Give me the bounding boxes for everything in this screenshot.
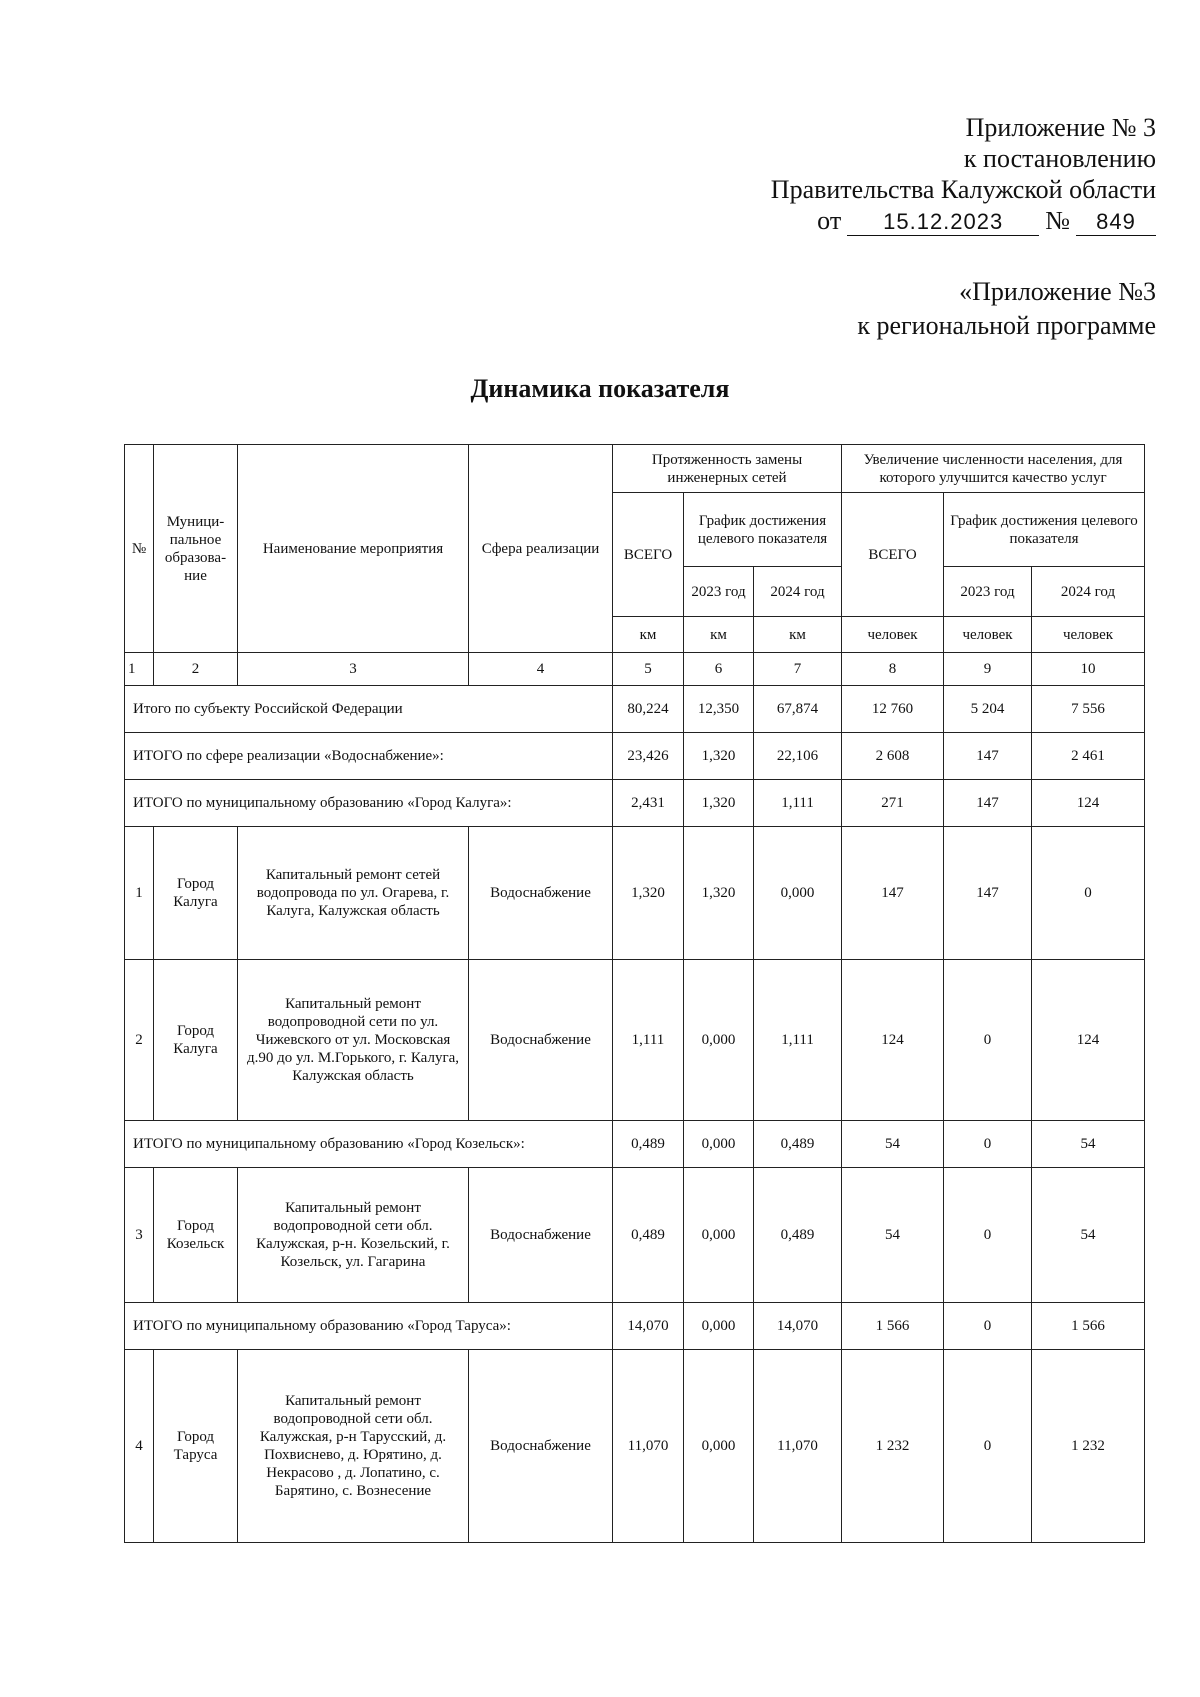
document-header bbox=[771, 112, 1156, 236]
value-cell: 147 bbox=[944, 827, 1032, 960]
row-number: 3 bbox=[125, 1168, 154, 1303]
total-kozelsk-row bbox=[125, 1121, 1145, 1168]
header-length-schedule: График достижения целевого показателя bbox=[684, 493, 842, 567]
header-num: № bbox=[125, 445, 154, 653]
value-cell: 0 bbox=[944, 1303, 1032, 1350]
value-cell: 11,070 bbox=[754, 1350, 842, 1543]
header-length-total: ВСЕГО bbox=[613, 493, 684, 617]
unit-cell: человек bbox=[1032, 617, 1145, 653]
decree-date: 15.12.2023 bbox=[847, 209, 1039, 236]
value-cell: 271 bbox=[842, 780, 944, 827]
value-cell: 1 232 bbox=[1032, 1350, 1145, 1543]
municipality-cell: Город Козельск bbox=[154, 1168, 238, 1303]
unit-cell: км bbox=[754, 617, 842, 653]
total-rf-row bbox=[125, 686, 1145, 733]
total-row-label: ИТОГО по муниципальному образованию «Город Таруса»: bbox=[125, 1303, 613, 1350]
page-title: Динамика показателя bbox=[470, 374, 730, 403]
table-row bbox=[125, 1350, 1145, 1543]
municipality-cell: Город Калуга bbox=[154, 960, 238, 1121]
value-cell: 7 556 bbox=[1032, 686, 1145, 733]
municipality-cell: Город Калуга bbox=[154, 827, 238, 960]
column-number: 2 bbox=[154, 653, 238, 686]
value-cell: 67,874 bbox=[754, 686, 842, 733]
sphere-cell: Водоснабжение bbox=[469, 1168, 613, 1303]
number-label: № bbox=[1045, 206, 1070, 235]
value-cell: 0 bbox=[944, 960, 1032, 1121]
column-number: 7 bbox=[754, 653, 842, 686]
row-number: 1 bbox=[125, 827, 154, 960]
total-kaluga-row bbox=[125, 780, 1145, 827]
value-cell: 14,070 bbox=[613, 1303, 684, 1350]
value-cell: 124 bbox=[842, 960, 944, 1121]
value-cell: 1,111 bbox=[754, 780, 842, 827]
row-number: 4 bbox=[125, 1350, 154, 1543]
value-cell: 0 bbox=[944, 1168, 1032, 1303]
unit-cell: км bbox=[613, 617, 684, 653]
value-cell: 0 bbox=[944, 1121, 1032, 1168]
program-appendix bbox=[857, 275, 1156, 343]
header-sphere: Сфера реализации bbox=[469, 445, 613, 653]
table-row bbox=[125, 827, 1145, 960]
unit-cell: человек bbox=[842, 617, 944, 653]
value-cell: 1,111 bbox=[613, 960, 684, 1121]
decree-reference: к постановлению bbox=[963, 144, 1156, 173]
value-cell: 0,489 bbox=[613, 1121, 684, 1168]
total-row-label: ИТОГО по муниципальному образованию «Город Калуга»: bbox=[125, 780, 613, 827]
header-population-group: Увеличение численности населения, для которого улучшится качество услуг bbox=[842, 445, 1145, 493]
sphere-cell: Водоснабжение bbox=[469, 1350, 613, 1543]
value-cell: 1,320 bbox=[684, 733, 754, 780]
total-row-label: ИТОГО по муниципальному образованию «Город Козельск»: bbox=[125, 1121, 613, 1168]
value-cell: 1 232 bbox=[842, 1350, 944, 1543]
column-number: 10 bbox=[1032, 653, 1145, 686]
value-cell: 54 bbox=[842, 1121, 944, 1168]
column-number: 9 bbox=[944, 653, 1032, 686]
value-cell: 54 bbox=[1032, 1121, 1145, 1168]
header-length-group: Протяженность замены инженерных сетей bbox=[613, 445, 842, 493]
value-cell: 0 bbox=[1032, 827, 1145, 960]
decree-number: 849 bbox=[1076, 209, 1156, 236]
value-cell: 0,000 bbox=[684, 1350, 754, 1543]
value-cell: 14,070 bbox=[754, 1303, 842, 1350]
program-appendix-line1: «Приложение №3 bbox=[959, 277, 1156, 306]
value-cell: 0,000 bbox=[684, 960, 754, 1121]
value-cell: 2,431 bbox=[613, 780, 684, 827]
value-cell: 11,070 bbox=[613, 1350, 684, 1543]
value-cell: 2 461 bbox=[1032, 733, 1145, 780]
total-row-label: ИТОГО по сфере реализации «Водоснабжение»: bbox=[125, 733, 613, 780]
value-cell: 2 608 bbox=[842, 733, 944, 780]
value-cell: 0,000 bbox=[684, 1168, 754, 1303]
value-cell: 54 bbox=[1032, 1168, 1145, 1303]
total-tarusa-row bbox=[125, 1303, 1145, 1350]
value-cell: 80,224 bbox=[613, 686, 684, 733]
municipality-cell: Город Таруса bbox=[154, 1350, 238, 1543]
value-cell: 12 760 bbox=[842, 686, 944, 733]
column-number: 1 bbox=[125, 653, 154, 686]
value-cell: 22,106 bbox=[754, 733, 842, 780]
event-cell: Капитальный ремонт водопроводной сети обл. Калужская, р-н Тарусский, д. Похвиснево, д. Юрятино, д. Некрасово , д. Лопатино, с. Барятино, с. Вознесение bbox=[238, 1350, 469, 1543]
value-cell: 147 bbox=[842, 827, 944, 960]
header-length-2024: 2024 год bbox=[754, 567, 842, 617]
table-row bbox=[125, 960, 1145, 1121]
value-cell: 0,489 bbox=[613, 1168, 684, 1303]
total-sphere-row bbox=[125, 733, 1145, 780]
column-number: 3 bbox=[238, 653, 469, 686]
column-number: 6 bbox=[684, 653, 754, 686]
government-name: Правительства Калужской области bbox=[770, 175, 1156, 204]
value-cell: 5 204 bbox=[944, 686, 1032, 733]
value-cell: 1,320 bbox=[684, 780, 754, 827]
value-cell: 147 bbox=[944, 780, 1032, 827]
value-cell: 0,000 bbox=[684, 1121, 754, 1168]
value-cell: 0,489 bbox=[754, 1168, 842, 1303]
header-length-2023: 2023 год bbox=[684, 567, 754, 617]
value-cell: 12,350 bbox=[684, 686, 754, 733]
unit-cell: км bbox=[684, 617, 754, 653]
column-number-row bbox=[125, 653, 1145, 686]
event-cell: Капитальный ремонт водопроводной сети по ул. Чижевского от ул. Московская д.90 до ул. М.Горького, г. Калуга, Калужская область bbox=[238, 960, 469, 1121]
value-cell: 0,000 bbox=[684, 1303, 754, 1350]
value-cell: 1 566 bbox=[842, 1303, 944, 1350]
value-cell: 124 bbox=[1032, 780, 1145, 827]
column-number: 8 bbox=[842, 653, 944, 686]
value-cell: 1 566 bbox=[1032, 1303, 1145, 1350]
sphere-cell: Водоснабжение bbox=[469, 960, 613, 1121]
value-cell: 124 bbox=[1032, 960, 1145, 1121]
appendix-number: Приложение № 3 bbox=[965, 113, 1156, 142]
header-population-2024: 2024 год bbox=[1032, 567, 1145, 617]
header-event: Наименование мероприятия bbox=[238, 445, 469, 653]
sphere-cell: Водоснабжение bbox=[469, 827, 613, 960]
event-cell: Капитальный ремонт водопроводной сети обл. Калужская, р-н. Козельский, г. Козельск, ул. Гагарина bbox=[238, 1168, 469, 1303]
value-cell: 1,111 bbox=[754, 960, 842, 1121]
value-cell: 0 bbox=[944, 1350, 1032, 1543]
value-cell: 0,000 bbox=[754, 827, 842, 960]
header-municipality: Муници-пальное образова-ние bbox=[154, 445, 238, 653]
column-number: 4 bbox=[469, 653, 613, 686]
row-number: 2 bbox=[125, 960, 154, 1121]
date-number-line bbox=[771, 205, 1156, 236]
header-population-2023: 2023 год bbox=[944, 567, 1032, 617]
value-cell: 147 bbox=[944, 733, 1032, 780]
total-row-label: Итого по субъекту Российской Федерации bbox=[125, 686, 613, 733]
from-label: от bbox=[817, 206, 842, 235]
table-row bbox=[125, 1168, 1145, 1303]
value-cell: 0,489 bbox=[754, 1121, 842, 1168]
value-cell: 54 bbox=[842, 1168, 944, 1303]
column-number: 5 bbox=[613, 653, 684, 686]
value-cell: 1,320 bbox=[613, 827, 684, 960]
indicator-table bbox=[124, 444, 1145, 1543]
program-appendix-line2: к региональной программе bbox=[857, 311, 1156, 340]
header-population-schedule: График достижения целевого показателя bbox=[944, 493, 1145, 567]
value-cell: 23,426 bbox=[613, 733, 684, 780]
value-cell: 1,320 bbox=[684, 827, 754, 960]
unit-cell: человек bbox=[944, 617, 1032, 653]
event-cell: Капитальный ремонт сетей водопровода по ул. Огарева, г. Калуга, Калужская область bbox=[238, 827, 469, 960]
header-population-total: ВСЕГО bbox=[842, 493, 944, 617]
